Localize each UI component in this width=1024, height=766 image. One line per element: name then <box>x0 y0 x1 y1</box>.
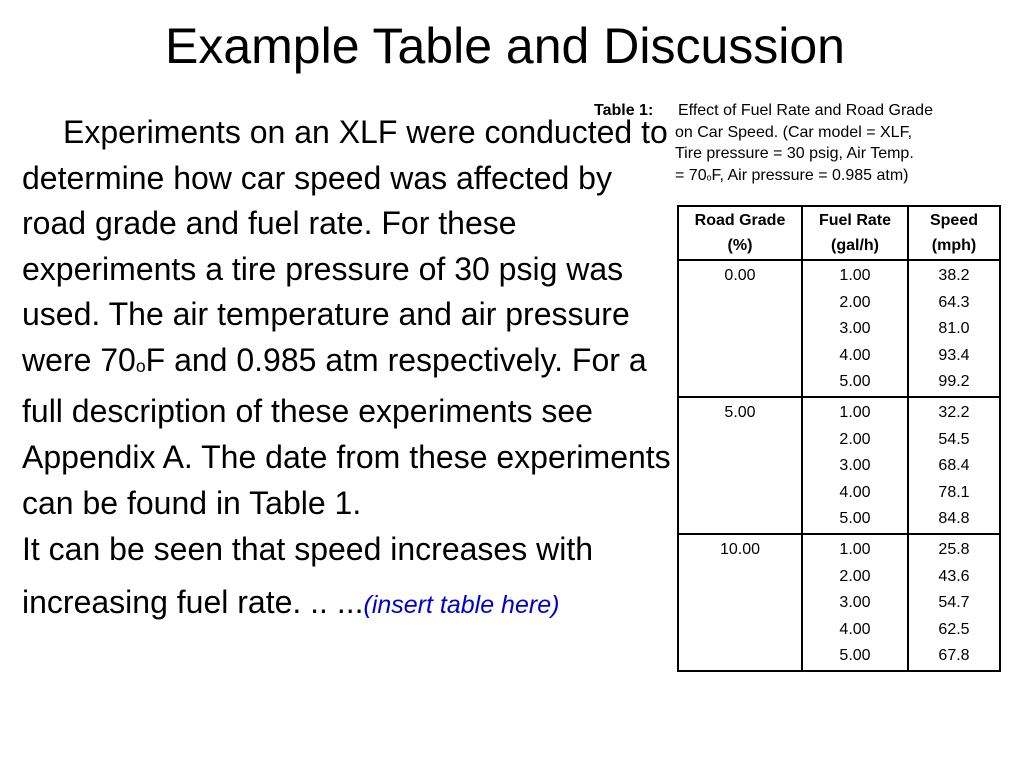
table-header-row <box>678 206 1000 260</box>
header-road-grade: Road Grade (%) <box>678 206 802 260</box>
caption-line-4-pre: = 70 <box>675 166 707 184</box>
body-text <box>22 110 672 644</box>
grade-cell: 5.00 <box>678 397 802 534</box>
slide-title: Example Table and Discussion <box>164 18 845 74</box>
caption-line-4-post: F, Air pressure = 0.985 atm) <box>711 166 909 184</box>
data-table <box>677 205 1001 672</box>
caption-line-3: Tire pressure = 30 psig, Air Temp. <box>675 145 914 162</box>
grade-cell: 10.00 <box>678 534 802 671</box>
paragraph-discussion <box>22 533 672 644</box>
header-speed: Speed (mph) <box>908 206 1000 260</box>
caption-line-4 <box>675 165 1014 189</box>
grade-cell: 0.00 <box>678 260 802 397</box>
table-caption <box>594 100 1014 188</box>
speed-cell: 32.2 54.5 68.4 78.1 84.8 <box>908 397 1000 534</box>
caption-line-1: Effect of Fuel Rate and Road Grade <box>678 102 933 119</box>
caption-line-2: on Car Speed. (Car model = XLF, <box>675 123 913 141</box>
insert-table-note: (insert table here) <box>363 591 560 620</box>
paragraph-experiments-tail: F and 0.985 atm respectively. For a full description of these experiments see Appendix A. The date from these experiments can be found in Table 1. <box>22 341 671 521</box>
paragraph-experiments-text: Experiments on an XLF were conducted to determine how car speed was affected by road grade and fuel rate. For these experiments a tire pressure of 30 psig was used. The air temperature and air pressure were 70 <box>22 114 668 378</box>
caption-label: Table 1: <box>594 102 654 119</box>
fuel-rate-cell: 1.00 2.00 3.00 4.00 5.00 <box>802 397 908 534</box>
header-fuel-rate: Fuel Rate (gal/h) <box>802 206 908 260</box>
fuel-rate-cell: 1.00 2.00 3.00 4.00 5.00 <box>802 260 908 397</box>
table-row <box>678 397 1000 534</box>
speed-cell: 38.2 64.3 81.0 93.4 99.2 <box>908 260 1000 397</box>
table-row <box>678 534 1000 671</box>
speed-cell: 25.8 43.6 54.7 62.5 67.8 <box>908 534 1000 671</box>
paragraph-discussion-text: It can be seen that speed increases with increasing fuel rate. .. ... <box>22 531 594 621</box>
caption-degree-unit: o <box>706 171 712 182</box>
fuel-rate-cell: 1.00 2.00 3.00 4.00 5.00 <box>802 534 908 671</box>
degree-unit: o <box>135 355 146 376</box>
table-row <box>678 260 1000 397</box>
paragraph-experiments <box>22 110 672 526</box>
